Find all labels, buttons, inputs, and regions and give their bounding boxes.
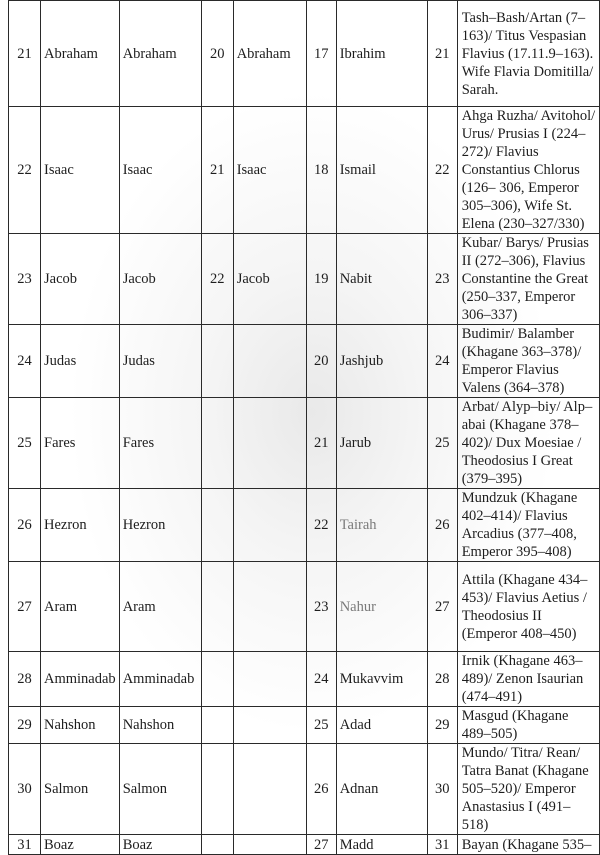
table-cell-c7: Nahur [336,562,427,652]
table-cell-c2: Nahshon [41,707,120,744]
table-cell-c5 [233,835,306,855]
table-cell-c8: 23 [427,234,457,325]
table-row [9,1,600,107]
table-cell-c3: Salmon [119,744,201,835]
table-cell-c7: Ismail [336,107,427,234]
table-cell-c8: 25 [427,398,457,489]
table-cell-c9: Bayan (Khagane 535– [457,835,599,855]
table-cell-c7: Adnan [336,744,427,835]
table-row [9,562,600,652]
table-cell-c2: Jacob [41,234,120,325]
table-cell-c7: Madd [336,835,427,855]
table-cell-c8: 26 [427,489,457,562]
table-cell-c8: 24 [427,325,457,398]
table-cell-c9: Arbat/ Alyp–biy/ Alp–abai (Khagane 378–402)/ Dux Moesiae / Theodosius I Great (379–395) [457,398,599,489]
table-cell-c7: Mukavvim [336,652,427,707]
table-cell-c3: Amminadab [119,652,201,707]
table-row [9,652,600,707]
table-cell-c3: Isaac [119,107,201,234]
table-cell-c7: Nabit [336,234,427,325]
table-cell-c5 [233,398,306,489]
table-cell-c9: Kubar/ Barys/ Prusias II (272–306), Flavius Constantine the Great (250–337, Emperor 306–337) [457,234,599,325]
table-cell-c2: Salmon [41,744,120,835]
table-cell-c9: Irnik (Khagane 463–489)/ Zenon Isaurian (474–491) [457,652,599,707]
table-cell-c9: Mundo/ Titra/ Rean/ Tatra Banat (Khagane 505–520)/ Emperor Anastasius I (491–518) [457,744,599,835]
table-cell-c2: Abraham [41,1,120,107]
table-cell-c4 [201,562,233,652]
table-cell-c9: Budimir/ Balamber (Khagane 363–378)/ Emperor Flavius Valens (364–378) [457,325,599,398]
table-cell-c1: 21 [9,1,41,107]
table-cell-c4: 21 [201,107,233,234]
table-cell-c6: 17 [306,1,336,107]
table-cell-c6: 20 [306,325,336,398]
table-cell-c4 [201,398,233,489]
table-cell-c8: 29 [427,707,457,744]
table-cell-c1: 30 [9,744,41,835]
table-cell-c2: Judas [41,325,120,398]
table-cell-c3: Jacob [119,234,201,325]
table-cell-c4: 20 [201,1,233,107]
table-cell-c8: 21 [427,1,457,107]
table-cell-c5 [233,325,306,398]
table-cell-c8: 27 [427,562,457,652]
table-cell-c9: Ahga Ruzha/ Avitohol/ Urus/ Prusias I (224–272)/ Flavius Constantius Chlorus (126– 306, Emperor 305–306), Wife St. Elena (230–327/330) [457,107,599,234]
table-cell-c7: Tairah [336,489,427,562]
table-cell-c5 [233,707,306,744]
table-cell-c4 [201,489,233,562]
table-cell-c2: Boaz [41,835,120,855]
table-cell-c3: Aram [119,562,201,652]
table-row [9,744,600,835]
table-cell-c1: 29 [9,707,41,744]
table-cell-c3: Boaz [119,835,201,855]
table-row [9,835,600,855]
table-cell-c3: Abraham [119,1,201,107]
table-cell-c6: 21 [306,398,336,489]
table-cell-c3: Fares [119,398,201,489]
table-row [9,234,600,325]
table-cell-c9: Tash–Bash/Artan (7–163)/ Titus Vespasian Flavius (17.11.9–163). Wife Flavia Domitilla/ Sarah. [457,1,599,107]
table-cell-c1: 28 [9,652,41,707]
table-body [9,1,600,855]
table-cell-c6: 22 [306,489,336,562]
table-row [9,398,600,489]
table-cell-c3: Hezron [119,489,201,562]
table-cell-c1: 27 [9,562,41,652]
table-cell-c6: 24 [306,652,336,707]
table-cell-c1: 24 [9,325,41,398]
table-row [9,707,600,744]
table-cell-c5: Isaac [233,107,306,234]
table-cell-c3: Judas [119,325,201,398]
table-cell-c6: 23 [306,562,336,652]
table-cell-c5 [233,489,306,562]
table-cell-c4 [201,707,233,744]
table-cell-c9: Mundzuk (Khagane 402–414)/ Flavius Arcadius (377–408, Emperor 395–408) [457,489,599,562]
table-cell-c1: 26 [9,489,41,562]
table-cell-c5: Abraham [233,1,306,107]
table-cell-c2: Aram [41,562,120,652]
table-cell-c7: Jarub [336,398,427,489]
table-cell-c6: 19 [306,234,336,325]
table-cell-c8: 28 [427,652,457,707]
table-cell-c2: Hezron [41,489,120,562]
table-cell-c2: Fares [41,398,120,489]
table-cell-c4 [201,744,233,835]
table-cell-c9: Attila (Khagane 434–453)/ Flavius Aetius / Theodosius II (Emperor 408–450) [457,562,599,652]
table-cell-c6: 26 [306,744,336,835]
table-cell-c6: 27 [306,835,336,855]
table-cell-c5 [233,562,306,652]
table-cell-c8: 22 [427,107,457,234]
table-cell-c4 [201,835,233,855]
table-cell-c5: Jacob [233,234,306,325]
table-cell-c6: 25 [306,707,336,744]
table-cell-c6: 18 [306,107,336,234]
table-cell-c5 [233,744,306,835]
table-cell-c4 [201,325,233,398]
table-cell-c5 [233,652,306,707]
table-cell-c1: 23 [9,234,41,325]
table-cell-c8: 31 [427,835,457,855]
table-row [9,325,600,398]
table-cell-c9: Masgud (Khagane 489–505) [457,707,599,744]
table-cell-c8: 30 [427,744,457,835]
table-cell-c1: 31 [9,835,41,855]
table-cell-c2: Isaac [41,107,120,234]
table-row [9,107,600,234]
table-cell-c1: 25 [9,398,41,489]
table-row [9,489,600,562]
table-cell-c4: 22 [201,234,233,325]
table-cell-c4 [201,652,233,707]
table-cell-c2: Amminadab [41,652,120,707]
table-cell-c7: Ibrahim [336,1,427,107]
table-cell-c3: Nahshon [119,707,201,744]
genealogy-table [8,0,600,855]
table-cell-c7: Adad [336,707,427,744]
table-cell-c1: 22 [9,107,41,234]
table-cell-c7: Jashjub [336,325,427,398]
